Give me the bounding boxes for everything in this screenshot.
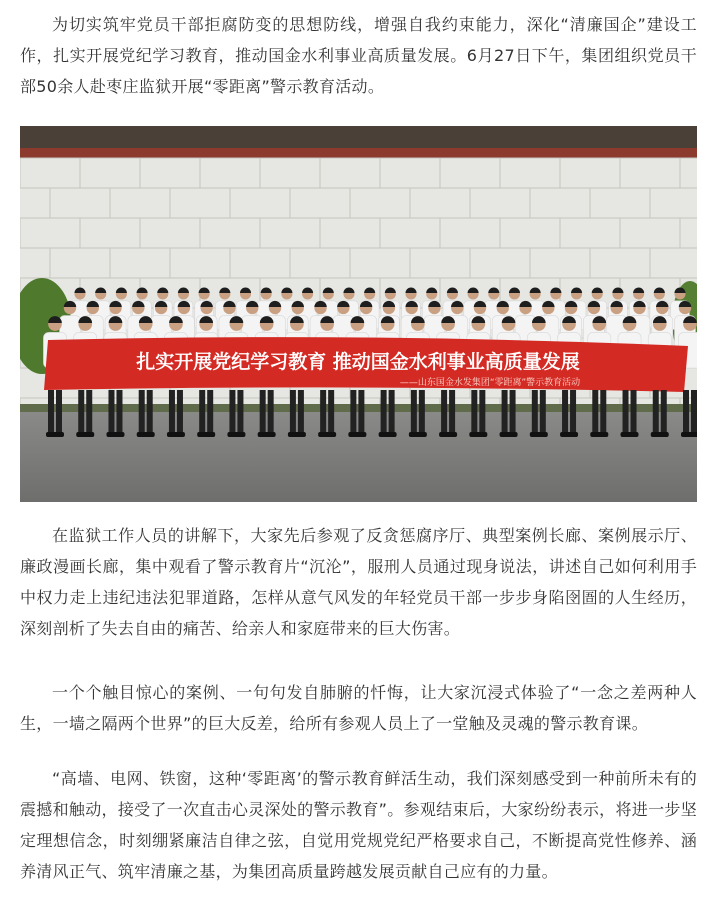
- banner-main-text: 扎实开展党纪学习教育 推动国金水利事业高质量发展: [136, 351, 580, 373]
- intro-paragraph: 为切实筑牢党员干部拒腐防变的思想防线，增强自我约束能力，深化“清廉国企”建设工作，扎实开展党纪学习教育，推动国金水利事业高质量发展。6月27日下午，集团组织党员干部50余人赴枣庄监狱开展“零距离”警示教育活动。: [20, 15, 697, 96]
- body-paragraph-cases: 一个个触目惊心的案例、一句句发自肺腑的忏悔，让大家沉浸式体验了“一念之差两种人生，一墙之隔两个世界”的巨大反差，给所有参观人员上了一堂触及灵魂的警示教育课。: [20, 683, 697, 733]
- banner-sub-text: ——山东国金水发集团“零距离”警示教育活动: [399, 378, 581, 388]
- group-photo: [20, 126, 697, 502]
- body-paragraph-conclusion: “高墙、电网、铁窗，这种‘零距离’的警示教育鲜活生动，我们深刻感受到一种前所未有的震撼和触动，接受了一次直击心灵深处的警示教育”。参观结束后，大家纷纷表示，将进一步坚定理想信念，时刻绷紧廉洁自律之弦，自觉用党规党纪严格要求自己，不断提高党性修养、涵养清风正气、筑牢清廉之基，为集团高质量跨越发展贡献自己应有的力量。: [20, 769, 697, 881]
- body-paragraph-visit: 在监狱工作人员的讲解下，大家先后参观了反贪惩腐序厅、典型案例长廊、案例展示厅、廉政漫画长廊，集中观看了警示教育片“沉沦”，服刑人员通过现身说法，讲述自己如何利用手中权力走上违纪违法犯罪道路，怎样从意气风发的年轻党员干部一步步身陷囹圄的人生经历，深刻剖析了失去自由的痛苦、给亲人和家庭带来的巨大伤害。: [20, 526, 697, 638]
